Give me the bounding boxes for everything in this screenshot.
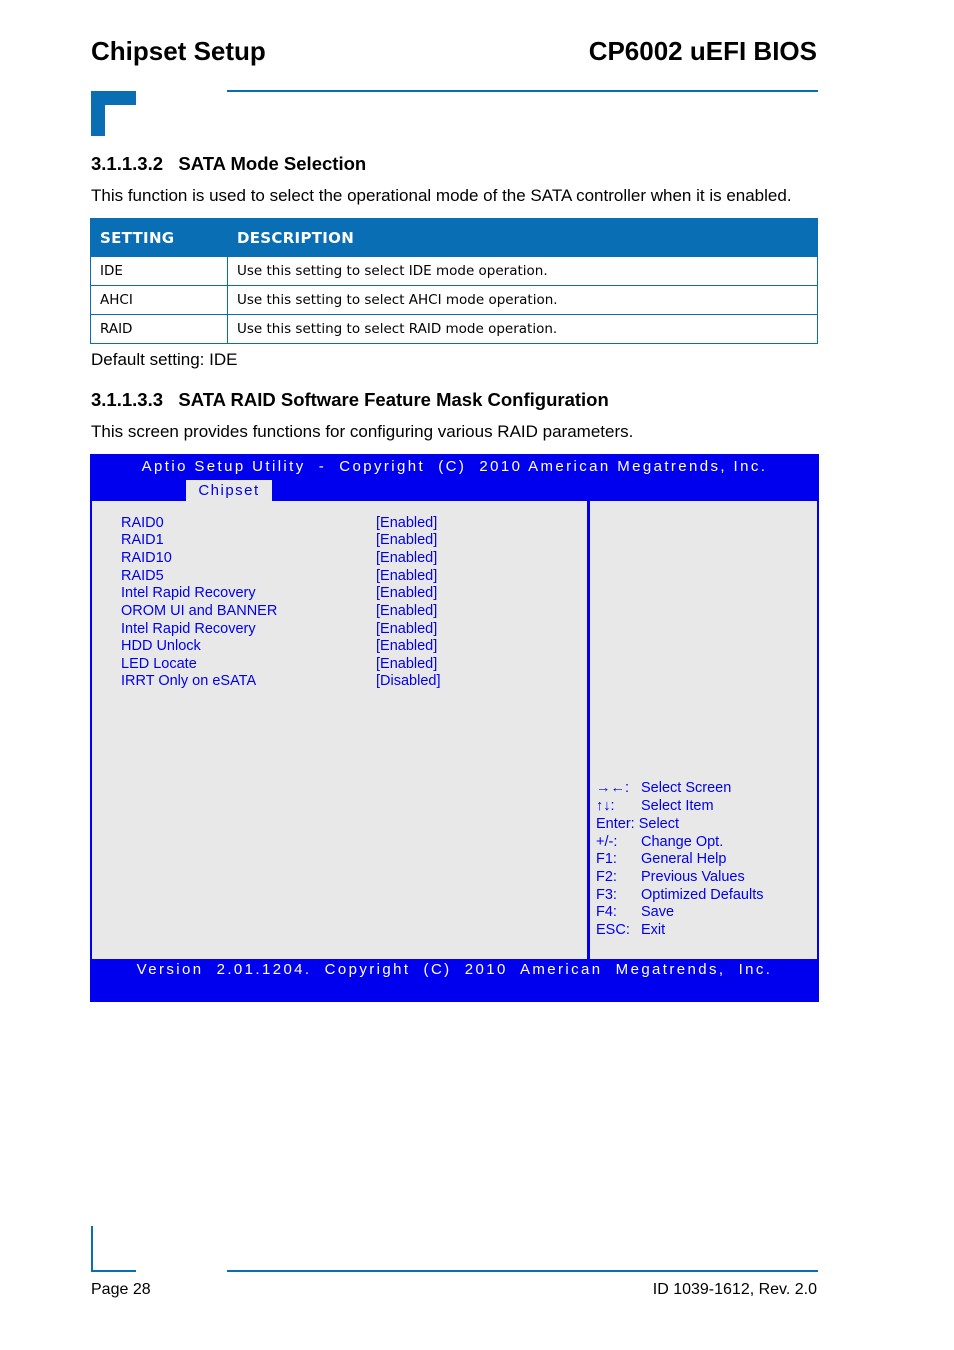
- bios-item-value[interactable]: [Enabled]: [376, 515, 438, 531]
- bios-title-bar: Aptio Setup Utility - Copyright (C) 2010 American Megatrends, Inc.: [141, 458, 768, 475]
- table-row: [91, 257, 818, 286]
- table-cell-setting: AHCI: [91, 286, 228, 315]
- footer-rule: [227, 1270, 818, 1272]
- bios-item-value[interactable]: [Enabled]: [376, 656, 438, 672]
- section-heading-raid-mask: 3.1.1.3.3 SATA RAID Software Feature Mask Configuration: [91, 389, 609, 410]
- help-desc: Select Item: [641, 798, 714, 814]
- page-number: Page 28: [91, 1281, 151, 1298]
- bios-item-label[interactable]: Intel Rapid Recovery: [121, 585, 256, 601]
- bios-version-bar: Version 2.01.1204. Copyright (C) 2010 American Megatrends, Inc.: [136, 961, 773, 978]
- bios-item-label[interactable]: OROM UI and BANNER: [121, 603, 278, 619]
- corner-mark-top-vertical: [91, 91, 105, 136]
- table-cell-setting: RAID: [91, 315, 228, 344]
- bios-screenshot: [90, 454, 819, 1002]
- help-key: F4:: [596, 904, 617, 920]
- table-header-setting: SETTING: [91, 219, 228, 257]
- corner-mark-bottom: [91, 1270, 136, 1272]
- help-key: +/-:: [596, 834, 618, 850]
- bios-item-label[interactable]: RAID5: [121, 568, 164, 584]
- bios-settings-panel: [92, 501, 587, 959]
- help-key: Enter: Select: [596, 816, 680, 832]
- document-id: ID 1039-1612, Rev. 2.0: [652, 1281, 817, 1298]
- bios-item-value[interactable]: [Enabled]: [376, 603, 438, 619]
- section-intro-raid-mask: This screen provides functions for configuring various RAID parameters.: [91, 422, 634, 441]
- bios-item-value[interactable]: [Enabled]: [376, 550, 438, 566]
- running-header-product: CP6002 uEFI BIOS: [588, 36, 817, 66]
- table-cell-setting: IDE: [91, 257, 228, 286]
- bios-item-value[interactable]: [Enabled]: [376, 585, 438, 601]
- table-cell-description: Use this setting to select IDE mode operation.: [228, 257, 818, 286]
- table-row: [91, 286, 818, 315]
- running-header-chapter: Chipset Setup: [91, 36, 266, 66]
- table-cell-description: Use this setting to select RAID mode operation.: [228, 315, 818, 344]
- bios-item-value[interactable]: [Disabled]: [376, 673, 441, 689]
- bios-help-panel: [590, 501, 817, 959]
- bios-item-label[interactable]: RAID1: [121, 532, 164, 548]
- corner-mark-bottom-vertical: [91, 1226, 93, 1272]
- bios-item-value[interactable]: [Enabled]: [376, 638, 438, 654]
- section-intro-sata-mode: This function is used to select the operational mode of the SATA controller when it is enabled.: [91, 186, 792, 205]
- help-key: F2:: [596, 869, 617, 885]
- help-desc: Select Screen: [641, 780, 732, 796]
- help-desc: Change Opt.: [641, 834, 724, 850]
- bios-item-label[interactable]: IRRT Only on eSATA: [121, 673, 257, 689]
- table-row: [91, 315, 818, 344]
- bios-item-label[interactable]: RAID0: [121, 515, 164, 531]
- header-rule: [227, 90, 818, 92]
- help-desc: Exit: [641, 922, 666, 938]
- bios-item-value[interactable]: [Enabled]: [376, 532, 438, 548]
- sata-mode-table: [90, 218, 818, 344]
- table-header-description: DESCRIPTION: [228, 219, 818, 257]
- bios-item-label[interactable]: LED Locate: [121, 656, 197, 672]
- help-key: ↑↓:: [596, 798, 615, 814]
- help-key: F1:: [596, 851, 617, 867]
- bios-item-label[interactable]: RAID10: [121, 550, 172, 566]
- help-desc: Save: [641, 904, 675, 920]
- help-desc: Previous Values: [641, 869, 745, 885]
- bios-item-label[interactable]: Intel Rapid Recovery: [121, 621, 256, 637]
- bios-tab-chipset[interactable]: Chipset: [186, 480, 272, 501]
- table-header-row: [91, 219, 818, 257]
- help-desc: General Help: [641, 851, 727, 867]
- bios-item-label[interactable]: HDD Unlock: [121, 638, 201, 654]
- section-heading-sata-mode: 3.1.1.3.2 SATA Mode Selection: [91, 153, 367, 174]
- help-key: →←:: [596, 780, 630, 796]
- help-key: ESC:: [596, 922, 630, 938]
- bios-item-value[interactable]: [Enabled]: [376, 568, 438, 584]
- default-setting-note: Default setting: IDE: [91, 350, 238, 369]
- table-cell-description: Use this setting to select AHCI mode operation.: [228, 286, 818, 315]
- bios-item-value[interactable]: [Enabled]: [376, 621, 438, 637]
- help-desc: Optimized Defaults: [641, 887, 764, 903]
- help-key: F3:: [596, 887, 617, 903]
